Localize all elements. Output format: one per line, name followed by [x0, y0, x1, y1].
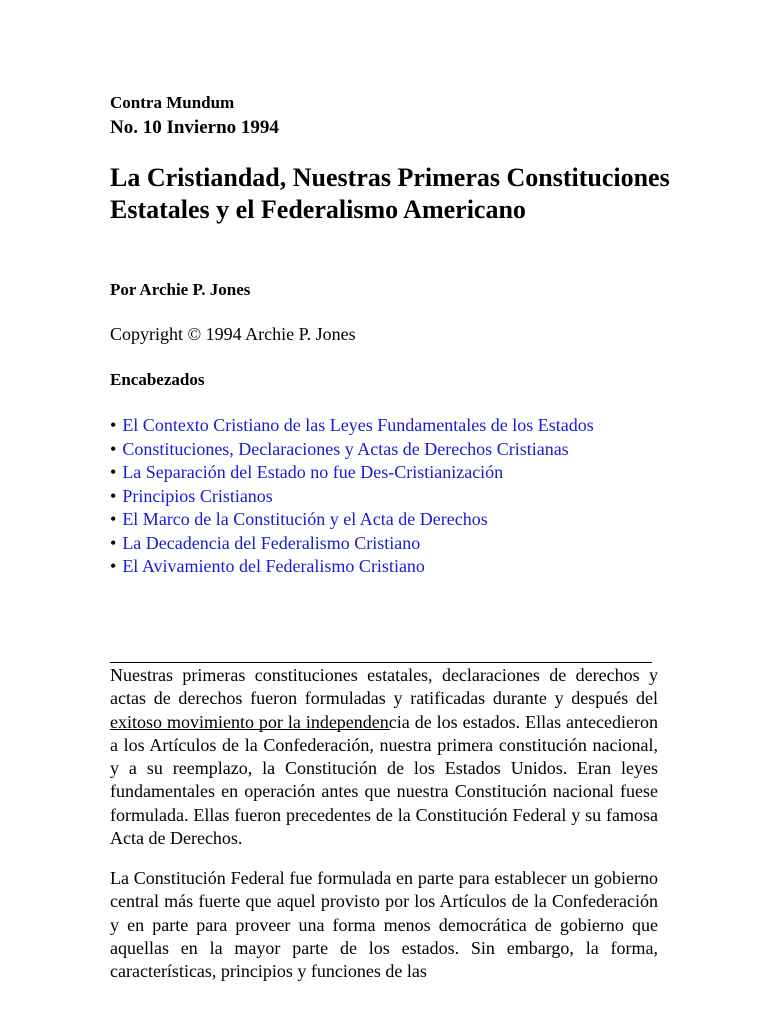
toc-item [110, 438, 670, 462]
toc-item [110, 414, 670, 438]
bullet-icon: • [110, 438, 117, 459]
toc-item [110, 461, 670, 485]
bullet-icon: • [110, 415, 117, 435]
table-of-contents [110, 414, 670, 579]
toc-link-avivamiento[interactable]: El Avivamiento del Federalismo Cristiano [122, 556, 425, 576]
copyright-notice: Copyright © 1994 Archie P. Jones [110, 324, 356, 344]
journal-name: Contra Mundum [110, 93, 235, 112]
toc-link-marco[interactable]: El Marco de la Constitución y el Acta de Derechos [122, 509, 488, 529]
issue-number: No. 10 Invierno 1994 [110, 117, 279, 138]
bullet-icon: • [110, 556, 117, 576]
toc-item [110, 508, 670, 532]
article-author: Por Archie P. Jones [110, 280, 251, 299]
toc-heading: Encabezados [110, 370, 205, 389]
bullet-icon: • [110, 462, 117, 482]
separator-line [110, 644, 652, 663]
toc-link-separacion[interactable]: La Separación del Estado no fue Des-Cristianización [122, 462, 504, 482]
body-paragraph: Nuestras primeras constituciones estatales, declaraciones de derechos y actas de derechos fueron formuladas y ratificadas durante y después del exitoso movimiento por la independencia de los estados. Ellas antecedieron a los Artículos de la Confederación, nuestra primera constitución nacional, y a su reemplazo, la Constitución de los Estados Unidos. Eran leyes fundamentales en operación antes que nuestra Constitución nacional fuese formulada. Ellas fueron precedentes de la Constitución Federal y su famosa Acta de Derechos. [110, 665, 658, 849]
bullet-icon: • [110, 532, 117, 553]
toc-link-constituciones[interactable]: Constituciones, Declaraciones y Actas de Derechos Cristianas [122, 438, 569, 459]
toc-link-principios[interactable]: Principios Cristianos [122, 485, 273, 506]
body-paragraph: La Constitución Federal fue formulada en parte para establecer un gobierno central más fuerte que aquel provisto por los Artículos de la Confederación y en parte para proveer una forma menos democrática de gobierno que aquellas en la mayor parte de los estados. Sin embargo, la forma, características, principios y funciones de las [110, 868, 658, 982]
toc-item [110, 555, 670, 579]
article-title: La Cristiandad, Nuestras Primeras Constituciones Estatales y el Federalismo Americano [110, 163, 670, 224]
bullet-icon: • [110, 509, 117, 529]
toc-link-contexto[interactable]: El Contexto Cristiano de las Leyes Fundamentales de los Estados [122, 415, 594, 435]
toc-item [110, 532, 670, 556]
bullet-icon: • [110, 485, 117, 506]
toc-item [110, 485, 670, 509]
toc-link-decadencia[interactable]: La Decadencia del Federalismo Cristiano [122, 532, 421, 553]
